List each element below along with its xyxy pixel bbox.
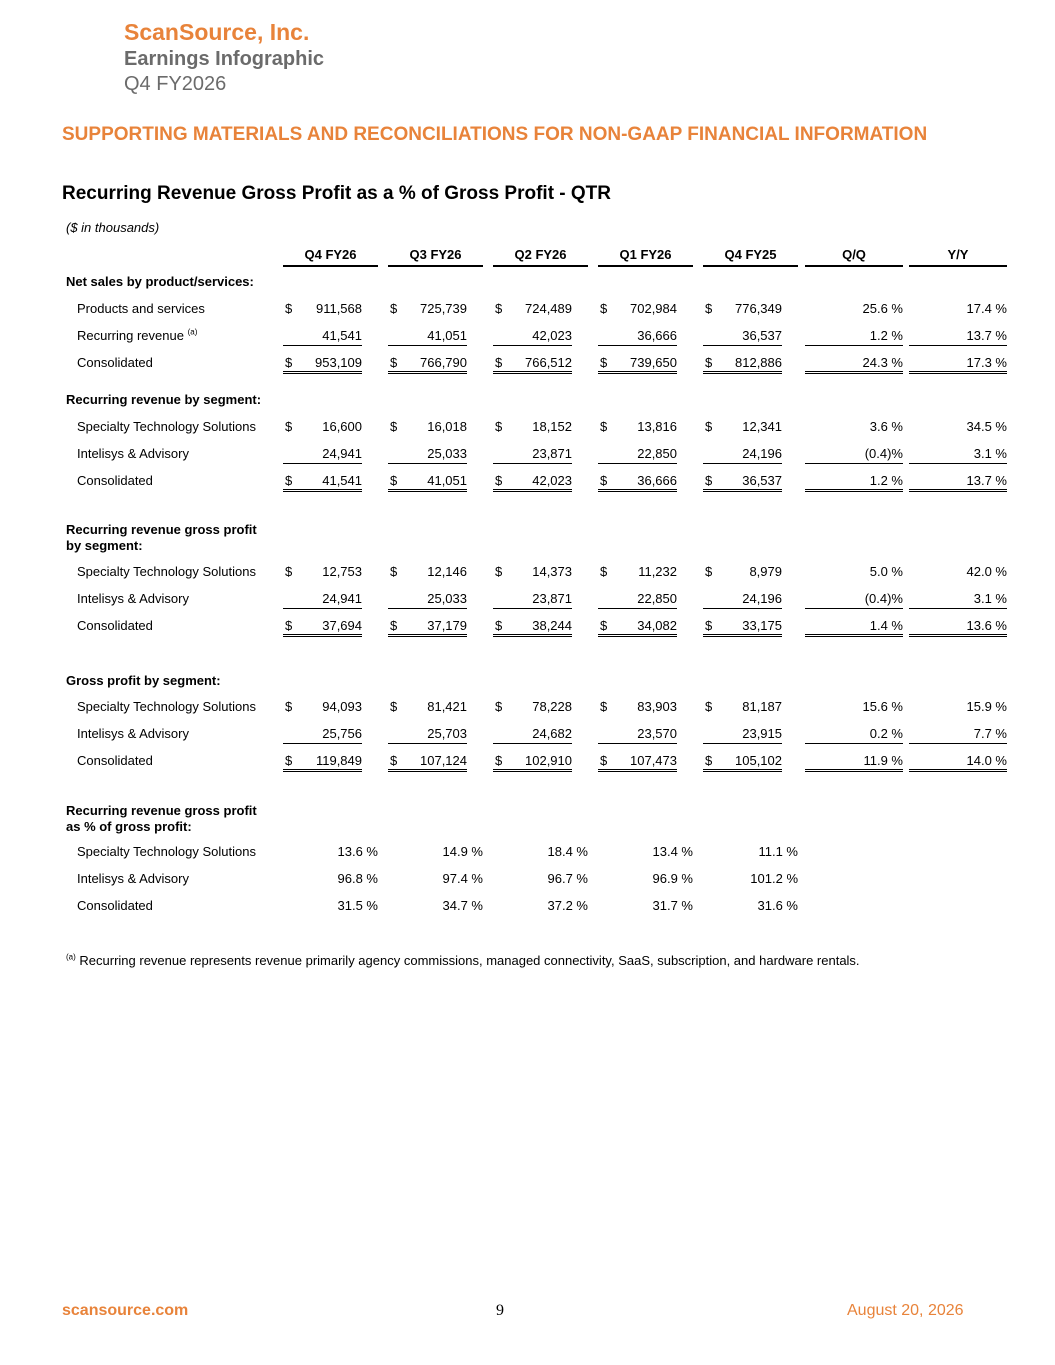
value-cell: 105,102 [703, 751, 782, 772]
value-cell: 16,600 [322, 419, 362, 434]
row-label [77, 562, 256, 582]
qq-change: 1.4 % [805, 616, 903, 637]
company-name: ScanSource, Inc. [124, 19, 310, 45]
value-cell: 23,570 [598, 724, 677, 744]
column-header-row [0, 245, 1055, 265]
qq-change: 5.0 % [869, 564, 903, 579]
yy-change: 13.6 % [909, 616, 1007, 637]
value-cell: 23,871 [493, 444, 572, 464]
section-heading: Gross profit by segment: [66, 673, 221, 688]
row-label-text: Consolidated [77, 473, 153, 488]
value-cell: 12,146 [427, 564, 467, 579]
value-cell: 12,341 [742, 419, 782, 434]
value-cell: 36,537 [703, 326, 782, 346]
currency-symbol: $ [285, 618, 293, 633]
table-row [0, 869, 1055, 889]
row-label-text: Intelisys & Advisory [77, 726, 189, 741]
currency-symbol: $ [705, 419, 713, 434]
section-heading: Recurring revenue by segment: [66, 392, 262, 407]
row-label [77, 326, 197, 346]
table-row [0, 616, 1055, 636]
footer-date: August 20, 2026 [847, 1302, 964, 1319]
currency-symbol: $ [390, 753, 398, 768]
value-cell: 25,033 [388, 589, 467, 609]
currency-symbol: $ [600, 301, 608, 316]
qq-change: 0.2 % [805, 724, 903, 744]
section-heading-row [0, 803, 1055, 837]
qq-change: 11.9 % [805, 751, 903, 772]
value-cell: 953,109 [283, 353, 362, 374]
value-cell: 13.6 % [337, 844, 378, 859]
currency-symbol: $ [705, 753, 713, 768]
currency-symbol: $ [390, 473, 398, 488]
row-label-text: Specialty Technology Solutions [77, 564, 256, 579]
row-label [77, 299, 205, 319]
currency-symbol: $ [705, 473, 713, 488]
table-row [0, 724, 1055, 744]
section-heading-row [0, 671, 1055, 691]
yy-change: 7.7 % [909, 724, 1007, 744]
value-cell: 13.4 % [652, 844, 693, 859]
row-label [77, 444, 189, 464]
currency-symbol: $ [285, 564, 293, 579]
value-cell: 119,849 [283, 751, 362, 772]
section-heading-row [0, 522, 1055, 556]
currency-symbol: $ [600, 618, 608, 633]
currency-symbol: $ [285, 301, 293, 316]
currency-symbol: $ [600, 473, 608, 488]
section-title: SUPPORTING MATERIALS AND RECONCILIATIONS FOR NON-GAAP FINANCIAL INFORMATION [62, 124, 928, 145]
value-cell: 41,541 [283, 326, 362, 346]
section-heading-line: by segment: [66, 538, 143, 553]
currency-symbol: $ [495, 473, 503, 488]
section-heading-row [0, 272, 1055, 292]
value-cell: 42,023 [493, 326, 572, 346]
value-cell: 81,187 [742, 699, 782, 714]
units-note: ($ in thousands) [66, 220, 160, 235]
qq-change: (0.4)% [805, 589, 903, 609]
column-header: Q1 FY26 [598, 245, 693, 267]
table-row [0, 589, 1055, 609]
currency-symbol: $ [390, 618, 398, 633]
currency-symbol: $ [600, 564, 608, 579]
row-label [77, 896, 153, 916]
currency-symbol: $ [495, 753, 503, 768]
yy-change: 13.7 % [909, 471, 1007, 492]
value-cell: 33,175 [703, 616, 782, 637]
value-cell: 24,196 [703, 589, 782, 609]
value-cell: 13,816 [637, 419, 677, 434]
section-heading-row [0, 390, 1055, 410]
value-cell: 31.7 % [652, 898, 693, 913]
table-row [0, 326, 1055, 346]
column-header: Y/Y [909, 245, 1007, 267]
currency-symbol: $ [705, 355, 713, 370]
row-label-text: Specialty Technology Solutions [77, 419, 256, 434]
yy-change: 14.0 % [909, 751, 1007, 772]
row-label-text: Recurring revenue [77, 328, 184, 343]
value-cell: 37.2 % [547, 898, 588, 913]
row-label-text: Products and services [77, 301, 205, 316]
column-header: Q/Q [805, 245, 903, 267]
table-row [0, 697, 1055, 717]
section-heading [66, 522, 257, 554]
table-title: Recurring Revenue Gross Profit as a % of Gross Profit - QTR [62, 183, 612, 204]
table-row [0, 471, 1055, 491]
value-cell: 16,018 [427, 419, 467, 434]
currency-symbol: $ [285, 419, 293, 434]
column-header: Q2 FY26 [493, 245, 588, 267]
value-cell: 102,910 [493, 751, 572, 772]
value-cell: 776,349 [735, 301, 782, 316]
value-cell: 107,473 [598, 751, 677, 772]
currency-symbol: $ [495, 564, 503, 579]
qq-change: 3.6 % [869, 419, 903, 434]
value-cell: 31.6 % [757, 898, 798, 913]
currency-symbol: $ [705, 618, 713, 633]
yy-change: 3.1 % [909, 444, 1007, 464]
value-cell: 37,179 [388, 616, 467, 637]
yy-change: 13.7 % [909, 326, 1007, 346]
currency-symbol: $ [600, 699, 608, 714]
value-cell: 36,666 [598, 326, 677, 346]
qq-change: 1.2 % [805, 326, 903, 346]
row-label-text: Specialty Technology Solutions [77, 699, 256, 714]
value-cell: 24,941 [283, 444, 362, 464]
value-cell: 11.1 % [758, 844, 798, 859]
qq-change: (0.4)% [805, 444, 903, 464]
currency-symbol: $ [285, 753, 293, 768]
row-label [77, 353, 153, 373]
row-label [77, 589, 189, 609]
row-label-text: Consolidated [77, 898, 153, 913]
row-label-text: Intelisys & Advisory [77, 446, 189, 461]
currency-symbol: $ [495, 419, 503, 434]
qq-change: 25.6 % [862, 301, 903, 316]
value-cell: 36,537 [703, 471, 782, 492]
row-label-text: Consolidated [77, 753, 153, 768]
value-cell: 94,093 [322, 699, 362, 714]
currency-symbol: $ [495, 618, 503, 633]
value-cell: 812,886 [703, 353, 782, 374]
value-cell: 25,756 [283, 724, 362, 744]
value-cell: 11,232 [638, 564, 677, 579]
currency-symbol: $ [705, 699, 713, 714]
section-heading: Net sales by product/services: [66, 274, 254, 289]
row-label [77, 842, 256, 862]
value-cell: 101.2 % [750, 871, 798, 886]
value-cell: 34,082 [598, 616, 677, 637]
currency-symbol: $ [495, 301, 503, 316]
currency-symbol: $ [600, 355, 608, 370]
column-header: Q3 FY26 [388, 245, 483, 267]
row-label [77, 616, 153, 636]
page-number: 9 [496, 1302, 504, 1319]
footer-website: scansource.com [62, 1302, 189, 1319]
value-cell: 41,541 [283, 471, 362, 492]
yy-change: 17.3 % [909, 353, 1007, 374]
value-cell: 38,244 [493, 616, 572, 637]
currency-symbol: $ [705, 301, 713, 316]
value-cell: 911,568 [315, 301, 362, 316]
value-cell: 31.5 % [337, 898, 378, 913]
row-label [77, 869, 189, 889]
value-cell: 96.9 % [652, 871, 693, 886]
row-label-text: Consolidated [77, 355, 153, 370]
value-cell: 96.7 % [547, 871, 588, 886]
column-header: Q4 FY25 [703, 245, 798, 267]
table-row [0, 417, 1055, 437]
value-cell: 14,373 [532, 564, 572, 579]
report-subtitle: Earnings Infographic [124, 48, 325, 70]
value-cell: 25,033 [388, 444, 467, 464]
footnote-marker: (a) [66, 952, 76, 962]
value-cell: 25,703 [388, 724, 467, 744]
row-label-text: Specialty Technology Solutions [77, 844, 256, 859]
table-row [0, 444, 1055, 464]
value-cell: 24,196 [703, 444, 782, 464]
value-cell: 18,152 [532, 419, 572, 434]
yy-change: 17.4 % [966, 301, 1007, 316]
row-label [77, 751, 153, 771]
table-row [0, 562, 1055, 582]
footnote [66, 953, 860, 969]
yy-change: 15.9 % [966, 699, 1007, 714]
table-row [0, 299, 1055, 319]
currency-symbol: $ [495, 355, 503, 370]
qq-change: 1.2 % [805, 471, 903, 492]
currency-symbol: $ [495, 699, 503, 714]
value-cell: 12,753 [322, 564, 362, 579]
currency-symbol: $ [705, 564, 713, 579]
row-label-text: Consolidated [77, 618, 153, 633]
section-heading-line: Recurring revenue gross profit [66, 803, 257, 818]
value-cell: 24,682 [493, 724, 572, 744]
value-cell: 41,051 [388, 471, 467, 492]
yy-change: 42.0 % [966, 564, 1007, 579]
value-cell: 766,790 [388, 353, 467, 374]
value-cell: 78,228 [532, 699, 572, 714]
table-row [0, 353, 1055, 373]
row-label-text: Intelisys & Advisory [77, 871, 189, 886]
qq-change: 24.3 % [805, 353, 903, 374]
currency-symbol: $ [390, 699, 398, 714]
value-cell: 81,421 [427, 699, 467, 714]
value-cell: 14.9 % [442, 844, 483, 859]
row-label [77, 724, 189, 744]
table-row [0, 842, 1055, 862]
table-row [0, 751, 1055, 771]
row-label [77, 471, 153, 491]
section-heading-line: as % of gross profit: [66, 819, 192, 834]
value-cell: 739,650 [598, 353, 677, 374]
yy-change: 34.5 % [966, 419, 1007, 434]
currency-symbol: $ [285, 473, 293, 488]
value-cell: 23,915 [703, 724, 782, 744]
currency-symbol: $ [600, 419, 608, 434]
row-label-text: Intelisys & Advisory [77, 591, 189, 606]
value-cell: 18.4 % [547, 844, 588, 859]
value-cell: 23,871 [493, 589, 572, 609]
footnote-ref: (a) [187, 327, 198, 337]
value-cell: 83,903 [637, 699, 677, 714]
currency-symbol: $ [390, 301, 398, 316]
currency-symbol: $ [390, 564, 398, 579]
value-cell: 22,850 [598, 444, 677, 464]
table-row [0, 896, 1055, 916]
report-period: Q4 FY2026 [124, 73, 227, 95]
page-header [124, 18, 324, 96]
value-cell: 97.4 % [442, 871, 483, 886]
value-cell: 42,023 [493, 471, 572, 492]
value-cell: 41,051 [388, 326, 467, 346]
column-header: Q4 FY26 [283, 245, 378, 267]
qq-change: 15.6 % [862, 699, 903, 714]
section-heading [66, 803, 257, 835]
currency-symbol: $ [285, 355, 293, 370]
value-cell: 107,124 [388, 751, 467, 772]
value-cell: 22,850 [598, 589, 677, 609]
value-cell: 725,739 [420, 301, 467, 316]
value-cell: 24,941 [283, 589, 362, 609]
section-heading-line: Recurring revenue gross profit [66, 522, 257, 537]
row-label [77, 417, 256, 437]
row-label [77, 697, 256, 717]
value-cell: 96.8 % [337, 871, 378, 886]
currency-symbol: $ [390, 355, 398, 370]
currency-symbol: $ [390, 419, 398, 434]
value-cell: 8,979 [749, 564, 782, 579]
value-cell: 34.7 % [442, 898, 483, 913]
yy-change: 3.1 % [909, 589, 1007, 609]
footnote-text: Recurring revenue represents revenue primarily agency commissions, managed connectivity, SaaS, subscription, and hardware rentals. [79, 953, 860, 968]
value-cell: 724,489 [525, 301, 572, 316]
currency-symbol: $ [600, 753, 608, 768]
value-cell: 702,984 [630, 301, 677, 316]
value-cell: 37,694 [283, 616, 362, 637]
currency-symbol: $ [285, 699, 293, 714]
value-cell: 766,512 [493, 353, 572, 374]
value-cell: 36,666 [598, 471, 677, 492]
